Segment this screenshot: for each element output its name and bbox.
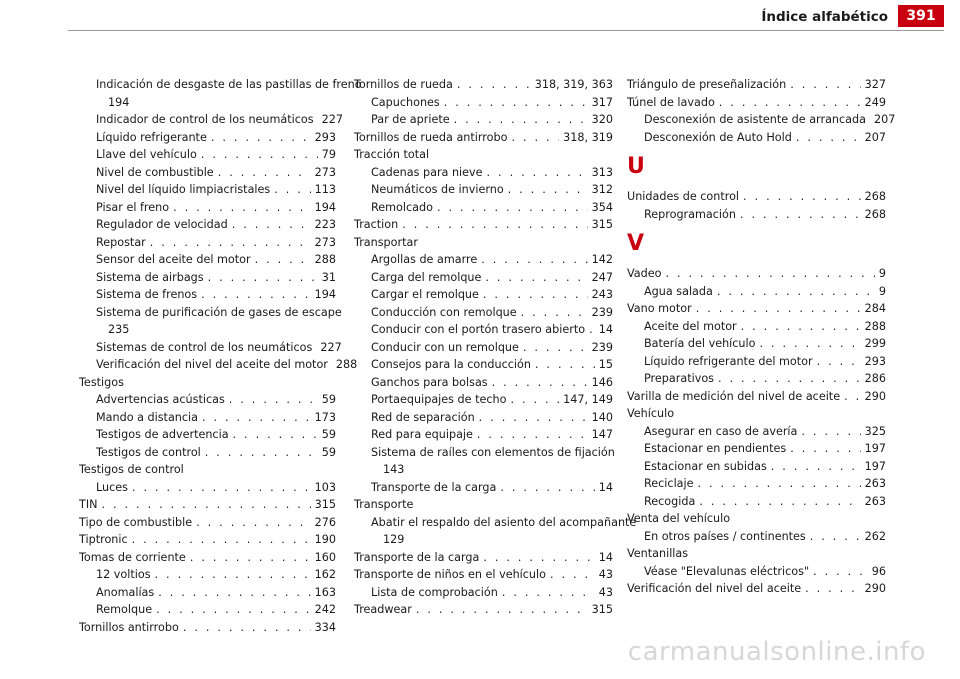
index-entry: Red de separación . . . 140 (354, 409, 613, 427)
index-entry: Cargar el remolque . . . 243 (354, 286, 613, 304)
index-entry: Líquido refrigerante . . . 293 (79, 129, 336, 147)
index-entry: Conducir con un remolque . . . 239 (354, 339, 613, 357)
index-entry: Tiptronic . . . 190 (79, 531, 336, 549)
index-entry: Indicador de control de los neumáticos 227 (96, 113, 343, 126)
index-entry: Vano motor . . . 284 (627, 300, 886, 318)
index-column-3 (627, 76, 896, 598)
index-entry: Verificación del nivel del aceite del motor 288 (96, 358, 358, 371)
index-entry: Conducir con el portón trasero abierto . . . 14 (354, 321, 613, 339)
index-column-2 (354, 76, 637, 619)
index-heading: Transporte (354, 498, 414, 511)
index-entry: Estacionar en subidas . . . 197 (627, 458, 886, 476)
index-entry: Red para equipaje . . . 147 (354, 426, 613, 444)
index-entry: Reprogramación . . . 268 (627, 206, 886, 224)
index-entry: Desconexión de Auto Hold . . . 207 (627, 129, 886, 147)
section-letter-u: U (627, 154, 645, 179)
index-entry: Argollas de amarre . . . 142 (354, 251, 613, 269)
index-entry: Capuchones . . . 317 (354, 94, 613, 112)
index-entry: TIN . . . 315 (79, 496, 336, 514)
section-letter-v: V (627, 231, 645, 256)
index-entry: Sistema de airbags . . . 31 (79, 269, 336, 287)
index-entry: Par de apriete . . . 320 (354, 111, 613, 129)
index-entry: Tornillos de rueda . . . 318, 319, 363 (354, 76, 613, 94)
index-entry: Sistema de frenos . . . 194 (79, 286, 336, 304)
index-entry: Sistema de purificación de gases de escape 235 (96, 305, 342, 336)
index-entry: Consejos para la conducción . . . 15 (354, 356, 613, 374)
index-entry: Regulador de velocidad . . . 223 (79, 216, 336, 234)
index-heading: Testigos (79, 375, 124, 389)
index-entry: Tipo de combustible . . . 276 (79, 514, 336, 532)
index-entry: Neumáticos de invierno . . . 312 (354, 181, 613, 199)
index-heading: Testigos de control (79, 463, 184, 476)
index-entry: Testigos de advertencia . . . 59 (79, 426, 336, 444)
index-entry: Lista de comprobación . . . 43 (354, 584, 613, 602)
index-entry: Tomas de corriente . . . 160 (79, 549, 336, 567)
index-entry: Abatir el respaldo del asiento del acompañante 129 (371, 515, 637, 546)
index-heading: Ventanillas (627, 547, 689, 560)
index-heading: Transportar (354, 235, 418, 249)
index-entry: Conducción con remolque . . . 239 (354, 304, 613, 322)
index-entry: Traction . . . 315 (354, 216, 613, 234)
index-entry: Cadenas para nieve . . . 313 (354, 164, 613, 182)
index-entry: Remolque . . . 242 (79, 601, 336, 619)
page-header (0, 0, 960, 30)
index-entry: Transporte de la carga . . . 14 (354, 479, 613, 497)
index-entry: Repostar . . . 273 (79, 234, 336, 252)
index-entry: Unidades de control . . . 268 (627, 188, 886, 206)
index-entry: Estacionar en pendientes . . . 197 (627, 440, 886, 458)
index-entry: Tornillos de rueda antirrobo . . . 318, 319 (354, 129, 613, 147)
index-entry: Desconexión de asistente de arrancada 207 (644, 113, 896, 126)
index-entry: Preparativos . . . 286 (627, 370, 886, 388)
page-number-badge (898, 5, 944, 27)
index-entry: Líquido refrigerante del motor . . . 293 (627, 353, 886, 371)
index-entry: Luces . . . 103 (79, 479, 336, 497)
index-entry: Ganchos para bolsas . . . 146 (354, 374, 613, 392)
index-heading: Tracción total (354, 148, 430, 161)
index-entry: Treadwear . . . 315 (354, 601, 613, 619)
index-entry: Mando a distancia . . . 173 (79, 409, 336, 427)
index-entry: Pisar el freno . . . 194 (79, 199, 336, 217)
index-entry: Asegurar en caso de avería . . . 325 (627, 423, 886, 441)
index-entry: Aceite del motor . . . 288 (627, 318, 886, 336)
index-entry: Triángulo de preseñalización . . . 327 (627, 76, 886, 94)
index-entry: Anomalías . . . 163 (79, 584, 336, 602)
index-entry: Véase "Elevalunas eléctricos" . . . 96 (627, 563, 886, 581)
index-entry: Carga del remolque . . . 247 (354, 269, 613, 287)
index-entry: En otros países / continentes . . . 262 (627, 528, 886, 546)
index-entry: Sistemas de control de los neumáticos 227 (96, 340, 342, 354)
index-entry: Reciclaje . . . 263 (627, 475, 886, 493)
page-number: 391 (906, 8, 936, 24)
index-entry: Agua salada . . . 9 (627, 283, 886, 301)
index-entry: Transporte de niños en el vehículo . . . 43 (354, 566, 613, 584)
index-entry: Sistema de raíles con elementos de fijación 143 (371, 445, 615, 476)
index-entry: Nivel del líquido limpiacristales . . . 113 (79, 181, 336, 199)
index-column-1 (79, 76, 362, 636)
index-entry: Sensor del aceite del motor . . . 288 (79, 251, 336, 269)
index-entry: Verificación del nivel del aceite . . . 290 (627, 580, 886, 598)
index-entry: Recogida . . . 263 (627, 493, 886, 511)
watermark: carmanualsonline.info (627, 637, 926, 667)
index-entry: Túnel de lavado . . . 249 (627, 94, 886, 112)
index-entry: Nivel de combustible . . . 273 (79, 164, 336, 182)
index-entry: Llave del vehículo . . . 79 (79, 146, 336, 164)
index-entry: Testigos de control . . . 59 (79, 444, 336, 462)
page-title: Índice alfabético (761, 9, 888, 25)
index-entry: Advertencias acústicas . . . 59 (79, 391, 336, 409)
index-entry: Vadeo . . . 9 (627, 265, 886, 283)
index-entry: Batería del vehículo . . . 299 (627, 335, 886, 353)
index-entry: 12 voltios . . . 162 (79, 566, 336, 584)
header-rule (68, 30, 944, 31)
index-entry: Varilla de medición del nivel de aceite . . . 290 (627, 388, 886, 406)
index-heading: Vehículo (627, 407, 675, 420)
index-entry: Tornillos antirrobo . . . 334 (79, 619, 336, 637)
index-entry: Portaequipajes de techo . . . 147, 149 (354, 391, 613, 409)
index-entry: Indicación de desgaste de las pastillas de freno 194 (96, 78, 362, 109)
index-entry: Remolcado . . . 354 (354, 199, 613, 217)
index-heading: Venta del vehículo (627, 512, 731, 525)
index-entry: Transporte de la carga . . . 14 (354, 549, 613, 567)
